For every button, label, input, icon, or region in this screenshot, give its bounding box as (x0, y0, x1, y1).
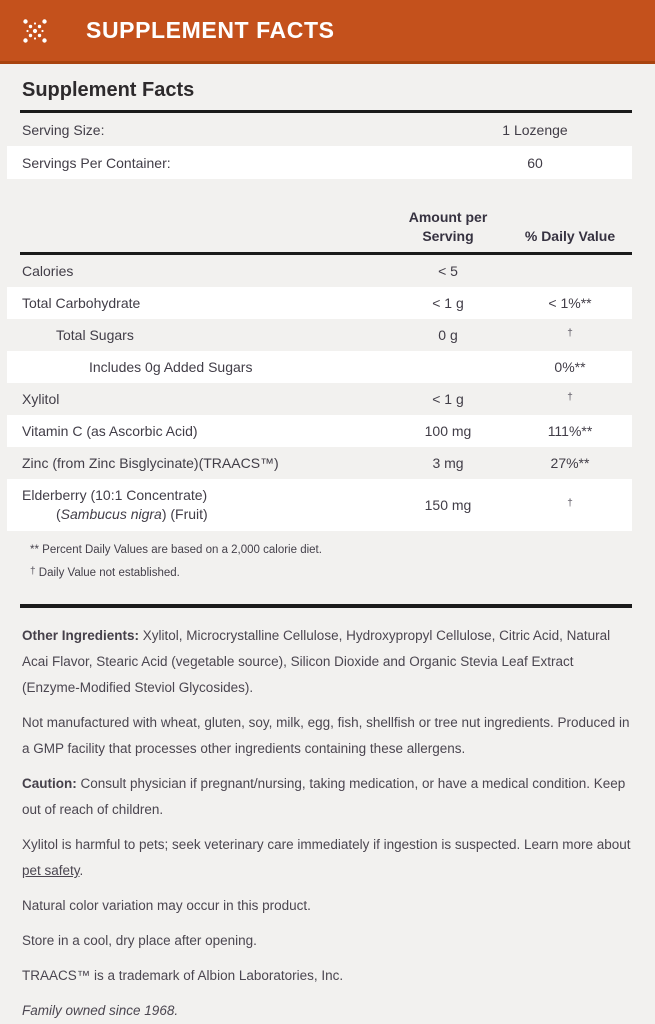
nutrient-dv: † (567, 498, 573, 509)
xylitol-pets-paragraph: Xylitol is harmful to pets; seek veterinary care immediately if ingestion is suspected. Learn more about pet safety. (22, 837, 631, 878)
table-row-calories (7, 255, 632, 287)
nutrient-name: Total Carbohydrate (22, 294, 141, 311)
nutrient-name: Elderberry (10:1 Concentrate) (Sambucus nigra) (Fruit) (22, 487, 208, 522)
pet-safety-link[interactable]: pet safety (22, 863, 80, 878)
table-row-total-carbohydrate (7, 287, 632, 319)
traacs-trademark-paragraph: TRAACS™ is a trademark of Albion Laboratories, Inc. (22, 968, 344, 983)
table-row-xylitol (7, 383, 632, 415)
info-paragraphs (0, 608, 655, 1024)
section-banner (0, 0, 655, 64)
servings-per-container-row (7, 146, 632, 179)
panel-title: Supplement Facts (22, 79, 195, 101)
nutrient-amount: 0 g (438, 327, 458, 343)
table-footnotes (14, 531, 609, 594)
caution-paragraph: Caution: Consult physician if pregnant/nursing, taking medication, or have a medical condition. Keep out of reach of children. (22, 776, 626, 817)
nutrient-name: Zinc (from Zinc Bisglycinate)(TRAACS™) (22, 454, 279, 471)
serving-info (7, 113, 632, 179)
nutrient-amount: 3 mg (432, 455, 464, 471)
serving-size-row (7, 113, 632, 146)
nutrient-name: Total Sugars (56, 326, 134, 343)
nutrient-amount: 150 mg (424, 497, 472, 513)
table-row-added-sugars (7, 351, 632, 383)
nutrient-name: Vitamin C (as Ascorbic Acid) (22, 422, 198, 439)
species-name: Sambucus nigra (60, 506, 162, 522)
nutrient-dv: † (567, 392, 573, 403)
nutrient-amount: < 5 (438, 263, 458, 279)
daily-value-column-header: % Daily Value (524, 228, 616, 244)
amount-column-header: Amount per Serving (408, 209, 488, 244)
serving-size-value: 1 Lozenge (502, 121, 568, 138)
nutrient-name: Calories (22, 262, 74, 279)
nutrient-dv: 111%** (547, 423, 593, 439)
table-row-total-sugars (7, 319, 632, 351)
nutrient-dv: 27%** (550, 455, 590, 471)
table-row-zinc (7, 447, 632, 479)
nutrient-dv: 0%** (554, 359, 586, 375)
footnote-daily-values: ** Percent Daily Values are based on a 2,000 calorie diet. (30, 544, 322, 556)
servings-per-container-label: Servings Per Container: (22, 154, 171, 171)
servings-per-container-value: 60 (527, 154, 543, 171)
footnote-dv-not-established: † Daily Value not established. (30, 566, 180, 579)
dotted-x-icon (20, 16, 50, 46)
table-row-elderberry (7, 479, 632, 531)
other-ingredients-paragraph: Other Ingredients: Xylitol, Microcrystalline Cellulose, Hydroxypropyl Cellulose, Citric Acid, Natural Acai Flavor, Stearic Acid (vegetable source), Silicon Dioxide and Organic Stevia Leaf Extract (Enzyme-Modified Steviol Glycosides). (22, 628, 611, 695)
nutrient-amount: < 1 g (432, 391, 464, 407)
nutrient-amount: < 1 g (432, 295, 464, 311)
nutrient-amount: 100 mg (424, 423, 472, 439)
color-variation-paragraph: Natural color variation may occur in this product. (22, 898, 311, 913)
nutrient-dv: † (567, 328, 573, 339)
serving-size-label: Serving Size: (22, 121, 105, 138)
storage-paragraph: Store in a cool, dry place after opening. (22, 933, 257, 948)
nutrient-name: Includes 0g Added Sugars (89, 358, 253, 375)
family-owned-paragraph: Family owned since 1968. (22, 1003, 179, 1018)
nutrient-dv: < 1%** (548, 295, 592, 311)
table-header-row (7, 208, 632, 246)
nutrient-name: Xylitol (22, 390, 60, 407)
banner-title: SUPPLEMENT FACTS (86, 17, 335, 43)
table-row-vitamin-c (7, 415, 632, 447)
nutrition-table (7, 208, 632, 594)
allergen-paragraph: Not manufactured with wheat, gluten, soy, milk, egg, fish, shellfish or tree nut ingredients. Produced in a GMP facility that processes other ingredients containing these allergens. (22, 715, 630, 756)
